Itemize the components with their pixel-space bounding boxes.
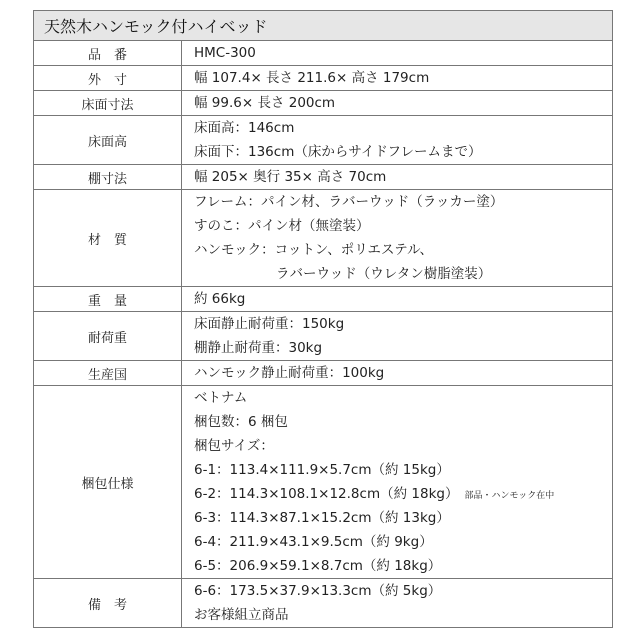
row-values	[182, 91, 612, 115]
row-packaging	[34, 386, 612, 579]
row-label: 耐荷重	[34, 312, 182, 360]
row-label: 備 考	[34, 579, 182, 627]
row-label: 梱包仕様	[34, 386, 182, 578]
value-line: 6-3：114.3×87.1×15.2cm（約 13kg）	[194, 510, 450, 526]
value-line: 梱包サイズ：	[194, 438, 274, 454]
row-values	[182, 116, 612, 164]
value-line: ハンモック静止耐荷重：100kg	[194, 365, 385, 381]
value-line: 棚静止耐荷重：30kg	[194, 340, 323, 356]
value-line: お客様組立商品	[194, 607, 289, 623]
value-line: 床面高：146cm	[194, 120, 295, 136]
value-line: 約 66kg	[194, 291, 246, 307]
row-values	[182, 361, 612, 385]
value-line: 幅 99.6× 長さ 200cm	[194, 95, 336, 111]
row-remarks	[34, 579, 612, 627]
row-label: 床面高	[34, 116, 182, 164]
row-label: 重 量	[34, 287, 182, 311]
row-country	[34, 361, 612, 386]
row-label: 品 番	[34, 41, 182, 65]
spec-table	[33, 10, 613, 628]
row-load-capacity	[34, 312, 612, 361]
value-line: 梱包数：6 梱包	[194, 414, 288, 430]
row-values	[182, 287, 612, 311]
row-values	[182, 190, 612, 286]
row-shelf-dimensions	[34, 165, 612, 190]
value-line: ベトナム	[194, 390, 248, 406]
row-values	[182, 579, 612, 627]
row-part-number	[34, 41, 612, 66]
value-line: 6-1：113.4×111.9×5.7cm（約 15kg）	[194, 462, 450, 478]
value-line: HMC-300	[194, 45, 256, 61]
row-values	[182, 41, 612, 65]
table-title: 天然木ハンモック付ハイベッド	[34, 11, 612, 41]
row-label: 外 寸	[34, 66, 182, 90]
row-floor-height	[34, 116, 612, 165]
row-label: 床面寸法	[34, 91, 182, 115]
row-material	[34, 190, 612, 287]
value-line: 幅 107.4× 長さ 211.6× 高さ 179cm	[194, 70, 430, 86]
row-values	[182, 386, 612, 578]
row-values	[182, 66, 612, 90]
row-label: 生産国	[34, 361, 182, 385]
value-line: 6-4：211.9×43.1×9.5cm（約 9kg）	[194, 534, 433, 550]
value-line-with-note	[194, 482, 612, 506]
value-line: ラバーウッド（ウレタン樹脂塗装）	[276, 266, 492, 282]
value-line: 幅 205× 奥行 35× 高さ 70cm	[194, 169, 387, 185]
value-line: 床面下：136cm（床からサイドフレームまで）	[194, 144, 482, 160]
value-line: 床面静止耐荷重：150kg	[194, 316, 345, 332]
value-line: ハンモック：コットン、ポリエステル、	[194, 242, 433, 258]
package-note: 部品・ハンモック在中	[464, 491, 555, 501]
row-weight	[34, 287, 612, 312]
row-label: 材 質	[34, 190, 182, 286]
value-line: フレーム：パイン材、ラバーウッド（ラッカー塗）	[194, 194, 504, 210]
row-label: 棚寸法	[34, 165, 182, 189]
row-floor-dimensions	[34, 91, 612, 116]
row-outer-dimensions	[34, 66, 612, 91]
value-line: 6-5：206.9×59.1×8.7cm（約 18kg）	[194, 558, 442, 574]
value-text: 6-2：114.3×108.1×12.8cm（約 18kg）	[194, 486, 459, 502]
value-line: 6-6：173.5×37.9×13.3cm（約 5kg）	[194, 583, 442, 599]
value-line: すのこ：パイン材（無塗装）	[194, 218, 370, 234]
row-values	[182, 165, 612, 189]
row-values	[182, 312, 612, 360]
